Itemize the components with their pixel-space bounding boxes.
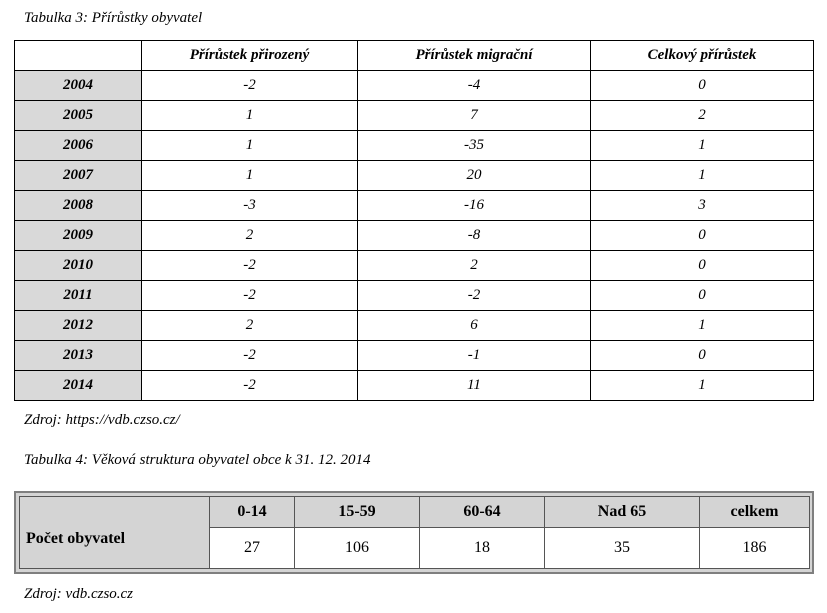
value-total: 186	[700, 528, 810, 569]
value-age-over-65: 35	[545, 528, 700, 569]
year-cell: 2014	[15, 371, 142, 401]
table-row	[15, 191, 814, 221]
total-growth-cell: 3	[591, 191, 814, 221]
table4-source: Zdroj: vdb.czso.cz	[24, 586, 134, 602]
natural-growth-cell: -2	[142, 341, 358, 371]
year-cell: 2008	[15, 191, 142, 221]
table-header-row	[15, 41, 814, 71]
total-growth-cell: 0	[591, 71, 814, 101]
table-row	[15, 131, 814, 161]
age-structure-table-frame	[14, 491, 814, 574]
table4-caption: Tabulka 4: Věková struktura obyvatel obce k 31. 12. 2014	[24, 452, 371, 468]
natural-growth-cell: 1	[142, 161, 358, 191]
population-growth-table	[14, 40, 814, 401]
natural-growth-cell: 1	[142, 101, 358, 131]
table-row	[15, 71, 814, 101]
year-cell: 2009	[15, 221, 142, 251]
age-structure-table	[19, 496, 810, 569]
table-row	[15, 341, 814, 371]
table3-source: Zdroj: https://vdb.czso.cz/	[24, 412, 180, 428]
table-row	[20, 528, 810, 569]
year-cell: 2013	[15, 341, 142, 371]
value-age-0-14: 27	[210, 528, 295, 569]
header-migration-growth: Přírůstek migrační	[358, 41, 591, 71]
total-growth-cell: 1	[591, 371, 814, 401]
header-age-over-65: Nad 65	[545, 497, 700, 528]
total-growth-cell: 2	[591, 101, 814, 131]
table-row	[15, 311, 814, 341]
year-cell: 2004	[15, 71, 142, 101]
total-growth-cell: 0	[591, 341, 814, 371]
total-growth-cell: 0	[591, 251, 814, 281]
migration-growth-cell: -1	[358, 341, 591, 371]
year-cell: 2011	[15, 281, 142, 311]
value-age-60-64: 18	[420, 528, 545, 569]
natural-growth-cell: 2	[142, 221, 358, 251]
migration-growth-cell: -8	[358, 221, 591, 251]
table-row	[15, 161, 814, 191]
natural-growth-cell: -2	[142, 251, 358, 281]
header-natural-growth: Přírůstek přirozený	[142, 41, 358, 71]
table-header-row	[20, 497, 810, 528]
header-total-growth: Celkový přírůstek	[591, 41, 814, 71]
migration-growth-cell: -16	[358, 191, 591, 221]
total-growth-cell: 1	[591, 161, 814, 191]
header-corner-cell	[15, 41, 142, 71]
migration-growth-cell: 20	[358, 161, 591, 191]
table-row	[15, 251, 814, 281]
table-row	[15, 101, 814, 131]
header-age-60-64: 60-64	[420, 497, 545, 528]
natural-growth-cell: -2	[142, 371, 358, 401]
header-total: celkem	[700, 497, 810, 528]
total-growth-cell: 1	[591, 131, 814, 161]
year-cell: 2005	[15, 101, 142, 131]
migration-growth-cell: -2	[358, 281, 591, 311]
total-growth-cell: 1	[591, 311, 814, 341]
migration-growth-cell: 2	[358, 251, 591, 281]
migration-growth-cell: -35	[358, 131, 591, 161]
migration-growth-cell: -4	[358, 71, 591, 101]
total-growth-cell: 0	[591, 221, 814, 251]
table3-caption: Tabulka 3: Přírůstky obyvatel	[24, 10, 203, 26]
year-cell: 2010	[15, 251, 142, 281]
table-row	[15, 371, 814, 401]
value-age-15-59: 106	[295, 528, 420, 569]
row-label-population: Počet obyvatel	[20, 528, 210, 569]
header-age-15-59: 15-59	[295, 497, 420, 528]
year-cell: 2006	[15, 131, 142, 161]
migration-growth-cell: 6	[358, 311, 591, 341]
migration-growth-cell: 7	[358, 101, 591, 131]
table-row	[15, 281, 814, 311]
header-corner-cell	[20, 497, 210, 528]
natural-growth-cell: -3	[142, 191, 358, 221]
natural-growth-cell: 1	[142, 131, 358, 161]
header-age-0-14: 0-14	[210, 497, 295, 528]
natural-growth-cell: -2	[142, 281, 358, 311]
natural-growth-cell: 2	[142, 311, 358, 341]
year-cell: 2012	[15, 311, 142, 341]
total-growth-cell: 0	[591, 281, 814, 311]
natural-growth-cell: -2	[142, 71, 358, 101]
year-cell: 2007	[15, 161, 142, 191]
table-row	[15, 221, 814, 251]
migration-growth-cell: 11	[358, 371, 591, 401]
